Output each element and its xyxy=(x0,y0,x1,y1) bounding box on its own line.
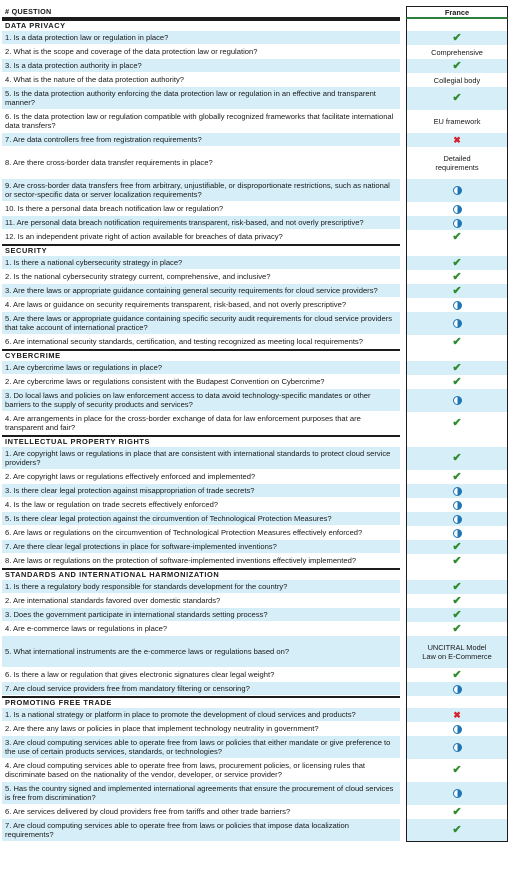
check-icon: ✔ xyxy=(452,622,462,635)
answer-cell xyxy=(406,87,508,110)
answer-cell xyxy=(406,736,508,759)
half-circle-icon xyxy=(453,515,462,524)
check-icon: ✔ xyxy=(452,540,462,553)
table-row xyxy=(2,110,508,133)
answer-cell xyxy=(406,412,508,435)
table-row xyxy=(2,389,508,412)
question-text: 5. What international instruments are the e-commerce laws or regulations based on? xyxy=(2,636,400,668)
table-row xyxy=(2,608,508,622)
check-icon: ✔ xyxy=(452,284,462,297)
table-row xyxy=(2,526,508,540)
table-row xyxy=(2,31,508,45)
check-icon: ✔ xyxy=(452,580,462,593)
question-text: 4. What is the nature of the data protection authority? xyxy=(2,73,400,87)
answer-cell xyxy=(406,682,508,696)
check-icon: ✔ xyxy=(452,805,462,818)
answer-cell xyxy=(406,110,508,133)
answer-cell xyxy=(406,540,508,554)
answer-text: Comprehensive xyxy=(431,47,483,57)
answer-cell xyxy=(406,216,508,230)
section-title: PROMOTING FREE TRADE xyxy=(2,696,400,708)
answer-cell xyxy=(406,526,508,540)
section-header xyxy=(2,19,508,31)
question-text: 2. Is the national cybersecurity strategy current, comprehensive, and inclusive? xyxy=(2,270,400,284)
question-text: 3. Do local laws and policies on law enforcement access to data avoid technology-specific mandates or other barriers to the supply of security products and services? xyxy=(2,389,400,412)
answer-cell xyxy=(406,782,508,805)
question-text: 3. Are cloud computing services able to operate free from laws or policies that either mandate or give preference to the use of certain products services, standards, or technologies? xyxy=(2,736,400,759)
table-row xyxy=(2,622,508,636)
question-text: 6. Are laws or regulations on the circumvention of Technological Protection Measures effectively enforced? xyxy=(2,526,400,540)
section-header xyxy=(2,568,508,580)
question-text: 9. Are cross-border data transfers free from arbitrary, unjustifiable, or disproportionate restrictions, such as national or sector-specific data or server localization requirements? xyxy=(2,179,400,202)
question-text: 6. Are services delivered by cloud providers free from tariffs and other trade barriers? xyxy=(2,805,400,819)
half-circle-icon xyxy=(453,725,462,734)
question-text: 8. Are laws or regulations on the protection of software-implemented inventions effectively implemented? xyxy=(2,554,400,568)
table-row xyxy=(2,412,508,435)
question-text: 1. Is a national strategy or platform in place to promote the development of cloud services and products? xyxy=(2,708,400,722)
answer-text: Collegial body xyxy=(433,75,481,85)
check-icon: ✔ xyxy=(452,270,462,283)
answer-cell xyxy=(406,312,508,335)
check-icon: ✔ xyxy=(452,31,462,44)
table-row xyxy=(2,361,508,375)
table-row xyxy=(2,805,508,819)
check-icon: ✔ xyxy=(452,335,462,348)
answer-cell xyxy=(406,298,508,312)
section-header xyxy=(2,349,508,361)
answer-cell xyxy=(406,45,508,59)
check-icon: ✔ xyxy=(452,92,462,104)
check-icon: ✔ xyxy=(452,823,462,836)
section-title: SECURITY xyxy=(2,244,400,256)
answer-cell xyxy=(406,230,508,244)
section-header xyxy=(2,244,508,256)
check-icon: ✔ xyxy=(452,470,462,483)
question-text: 6. Is there a law or regulation that gives electronic signatures clear legal weight? xyxy=(2,668,400,682)
section-title: DATA PRIVACY xyxy=(2,19,400,31)
table-row xyxy=(2,682,508,696)
answer-cell xyxy=(406,147,508,179)
section-title: INTELLECTUAL PROPERTY RIGHTS xyxy=(2,435,400,447)
answer-cell xyxy=(406,484,508,498)
answer-cell xyxy=(406,668,508,682)
question-text: 4. Are arrangements in place for the cross-border exchange of data for law enforcement purposes that are transparent and fair? xyxy=(2,412,400,435)
assessment-table xyxy=(2,6,508,842)
answer-cell xyxy=(406,133,508,147)
answer-cell xyxy=(406,594,508,608)
answer-cell xyxy=(406,708,508,722)
table-row xyxy=(2,230,508,244)
question-text: 5. Are there laws or appropriate guidance containing specific security audit requirements for cloud service providers that take account of international practice? xyxy=(2,312,400,335)
question-text: 2. Are there any laws or policies in place that implement technology neutrality in government? xyxy=(2,722,400,736)
answer-cell xyxy=(406,284,508,298)
table-row xyxy=(2,147,508,179)
cross-icon: ✖ xyxy=(453,709,461,720)
table-row xyxy=(2,312,508,335)
answer-cell xyxy=(406,179,508,202)
question-text: 4. Are laws or guidance on security requirements transparent, risk-based, and not overly prescriptive? xyxy=(2,298,400,312)
cross-icon: ✖ xyxy=(453,134,461,145)
question-text: 3. Is a data protection authority in place? xyxy=(2,59,400,73)
half-circle-icon xyxy=(453,501,462,510)
half-circle-icon xyxy=(453,186,462,195)
check-icon: ✔ xyxy=(452,554,462,567)
answer-cell xyxy=(406,270,508,284)
table-row xyxy=(2,512,508,526)
table-row xyxy=(2,540,508,554)
question-text: 4. Is the law or regulation on trade secrets effectively enforced? xyxy=(2,498,400,512)
question-text: 7. Are there clear legal protections in place for software-implemented inventions? xyxy=(2,540,400,554)
question-column-header: # QUESTION xyxy=(2,6,400,19)
question-text: 5. Is the data protection authority enforcing the data protection law or regulation in an effective and transparent manner? xyxy=(2,87,400,110)
question-text: 1. Is there a national cybersecurity strategy in place? xyxy=(2,256,400,270)
question-text: 7. Are cloud computing services able to operate free from laws or policies that impose data localization requirements? xyxy=(2,819,400,842)
question-text: 3. Are there laws or appropriate guidance containing general security requirements for cloud service providers? xyxy=(2,284,400,298)
table-row xyxy=(2,722,508,736)
half-circle-icon xyxy=(453,685,462,694)
answer-cell xyxy=(406,759,508,782)
check-icon: ✔ xyxy=(452,452,462,464)
question-text: 2. Are copyright laws or regulations effectively enforced and implemented? xyxy=(2,470,400,484)
answer-cell xyxy=(406,349,508,361)
answer-cell xyxy=(406,389,508,412)
half-circle-icon xyxy=(453,789,462,798)
table-row xyxy=(2,179,508,202)
question-text: 7. Are data controllers free from registration requirements? xyxy=(2,133,400,147)
answer-cell xyxy=(406,636,508,668)
answer-cell xyxy=(406,696,508,708)
check-icon: ✔ xyxy=(452,230,462,243)
question-text: 2. Are international standards favored over domestic standards? xyxy=(2,594,400,608)
table-row xyxy=(2,335,508,349)
check-icon: ✔ xyxy=(452,668,462,681)
answer-cell xyxy=(406,202,508,216)
answer-cell xyxy=(406,375,508,389)
half-circle-icon xyxy=(453,743,462,752)
question-text: 7. Are cloud service providers free from mandatory filtering or censoring? xyxy=(2,682,400,696)
question-text: 12. Is an independent private right of action available for breaches of data privacy? xyxy=(2,230,400,244)
table-row xyxy=(2,256,508,270)
question-text: 5. Has the country signed and implemented international agreements that ensure the procurement of cloud services is free from discrimination? xyxy=(2,782,400,805)
check-icon: ✔ xyxy=(452,764,462,776)
table-row xyxy=(2,133,508,147)
table-row xyxy=(2,668,508,682)
table-row xyxy=(2,216,508,230)
table-row xyxy=(2,447,508,470)
section-title: CYBERCRIME xyxy=(2,349,400,361)
question-text: 2. What is the scope and coverage of the data protection law or regulation? xyxy=(2,45,400,59)
answer-cell xyxy=(406,435,508,447)
table-row xyxy=(2,554,508,568)
question-text: 6. Is the data protection law or regulation compatible with globally recognized frameworks that facilitate international data transfers? xyxy=(2,110,400,133)
question-text: 1. Is there a regulatory body responsible for standards development for the country? xyxy=(2,580,400,594)
section-header xyxy=(2,696,508,708)
question-text: 8. Are there cross-border data transfer requirements in place? xyxy=(2,147,400,179)
check-icon: ✔ xyxy=(452,361,462,374)
answer-cell xyxy=(406,447,508,470)
check-icon: ✔ xyxy=(452,59,462,72)
check-icon: ✔ xyxy=(452,608,462,621)
check-icon: ✔ xyxy=(452,594,462,607)
answer-cell xyxy=(406,19,508,31)
half-circle-icon xyxy=(453,301,462,310)
answer-cell xyxy=(406,722,508,736)
table-row xyxy=(2,470,508,484)
answer-text: EU framework xyxy=(433,117,481,126)
check-icon: ✔ xyxy=(452,256,462,269)
question-text: 1. Are copyright laws or regulations in place that are consistent with international standards to protect cloud service providers? xyxy=(2,447,400,470)
answer-cell xyxy=(406,622,508,636)
table-row xyxy=(2,484,508,498)
question-text: 3. Does the government participate in international standards setting process? xyxy=(2,608,400,622)
answer-cell xyxy=(406,244,508,256)
table-row xyxy=(2,202,508,216)
table-row xyxy=(2,73,508,87)
table-row xyxy=(2,270,508,284)
half-circle-icon xyxy=(453,219,462,228)
half-circle-icon xyxy=(453,396,462,405)
question-text: 4. Are e-commerce laws or regulations in place? xyxy=(2,622,400,636)
table-row xyxy=(2,736,508,759)
answer-cell xyxy=(406,805,508,819)
answer-cell xyxy=(406,512,508,526)
question-text: 6. Are international security standards, certification, and testing recognized as meeting local requirements? xyxy=(2,335,400,349)
answer-cell xyxy=(406,580,508,594)
table-row xyxy=(2,594,508,608)
answer-cell xyxy=(406,73,508,87)
answer-cell xyxy=(406,608,508,622)
question-text: 1. Are cybercrime laws or regulations in place? xyxy=(2,361,400,375)
table-row xyxy=(2,636,508,668)
half-circle-icon xyxy=(453,205,462,214)
check-icon: ✔ xyxy=(452,417,462,429)
answer-cell xyxy=(406,59,508,73)
answer-cell xyxy=(406,256,508,270)
half-circle-icon xyxy=(453,319,462,328)
answer-cell xyxy=(406,554,508,568)
table-row xyxy=(2,45,508,59)
question-text: 5. Is there clear legal protection against the circumvention of Technological Protection Measures? xyxy=(2,512,400,526)
table-header xyxy=(2,6,508,19)
question-text: 2. Are cybercrime laws or regulations consistent with the Budapest Convention on Cybercrime? xyxy=(2,375,400,389)
section-header xyxy=(2,435,508,447)
answer-cell xyxy=(406,335,508,349)
table-row xyxy=(2,759,508,782)
answer-text: Detailed requirements xyxy=(435,154,479,172)
country-column-header: France xyxy=(406,6,508,19)
question-text: 4. Are cloud computing services able to operate free from laws, procurement policies, or licensing rules that discriminate based on the nationality of the vendor, developer, or service provider? xyxy=(2,759,400,782)
answer-cell xyxy=(406,498,508,512)
table-row xyxy=(2,59,508,73)
answer-cell xyxy=(406,31,508,45)
answer-cell xyxy=(406,470,508,484)
question-text: 10. Is there a personal data breach notification law or regulation? xyxy=(2,202,400,216)
table-row xyxy=(2,782,508,805)
answer-cell xyxy=(406,819,508,842)
answer-cell xyxy=(406,568,508,580)
table-row xyxy=(2,819,508,842)
answer-text: UNCITRAL Model Law on E-Commerce xyxy=(422,643,492,661)
table-row xyxy=(2,284,508,298)
half-circle-icon xyxy=(453,529,462,538)
check-icon: ✔ xyxy=(452,375,462,388)
question-text: 11. Are personal data breach notification requirements transparent, risk-based, and not overly prescriptive? xyxy=(2,216,400,230)
table-row xyxy=(2,375,508,389)
section-title: STANDARDS AND INTERNATIONAL HARMONIZATION xyxy=(2,568,400,580)
question-text: 1. Is a data protection law or regulation in place? xyxy=(2,31,400,45)
table-row xyxy=(2,498,508,512)
table-row xyxy=(2,298,508,312)
half-circle-icon xyxy=(453,487,462,496)
table-row xyxy=(2,87,508,110)
answer-cell xyxy=(406,361,508,375)
table-row xyxy=(2,580,508,594)
question-text: 3. Is there clear legal protection against misappropriation of trade secrets? xyxy=(2,484,400,498)
table-row xyxy=(2,708,508,722)
